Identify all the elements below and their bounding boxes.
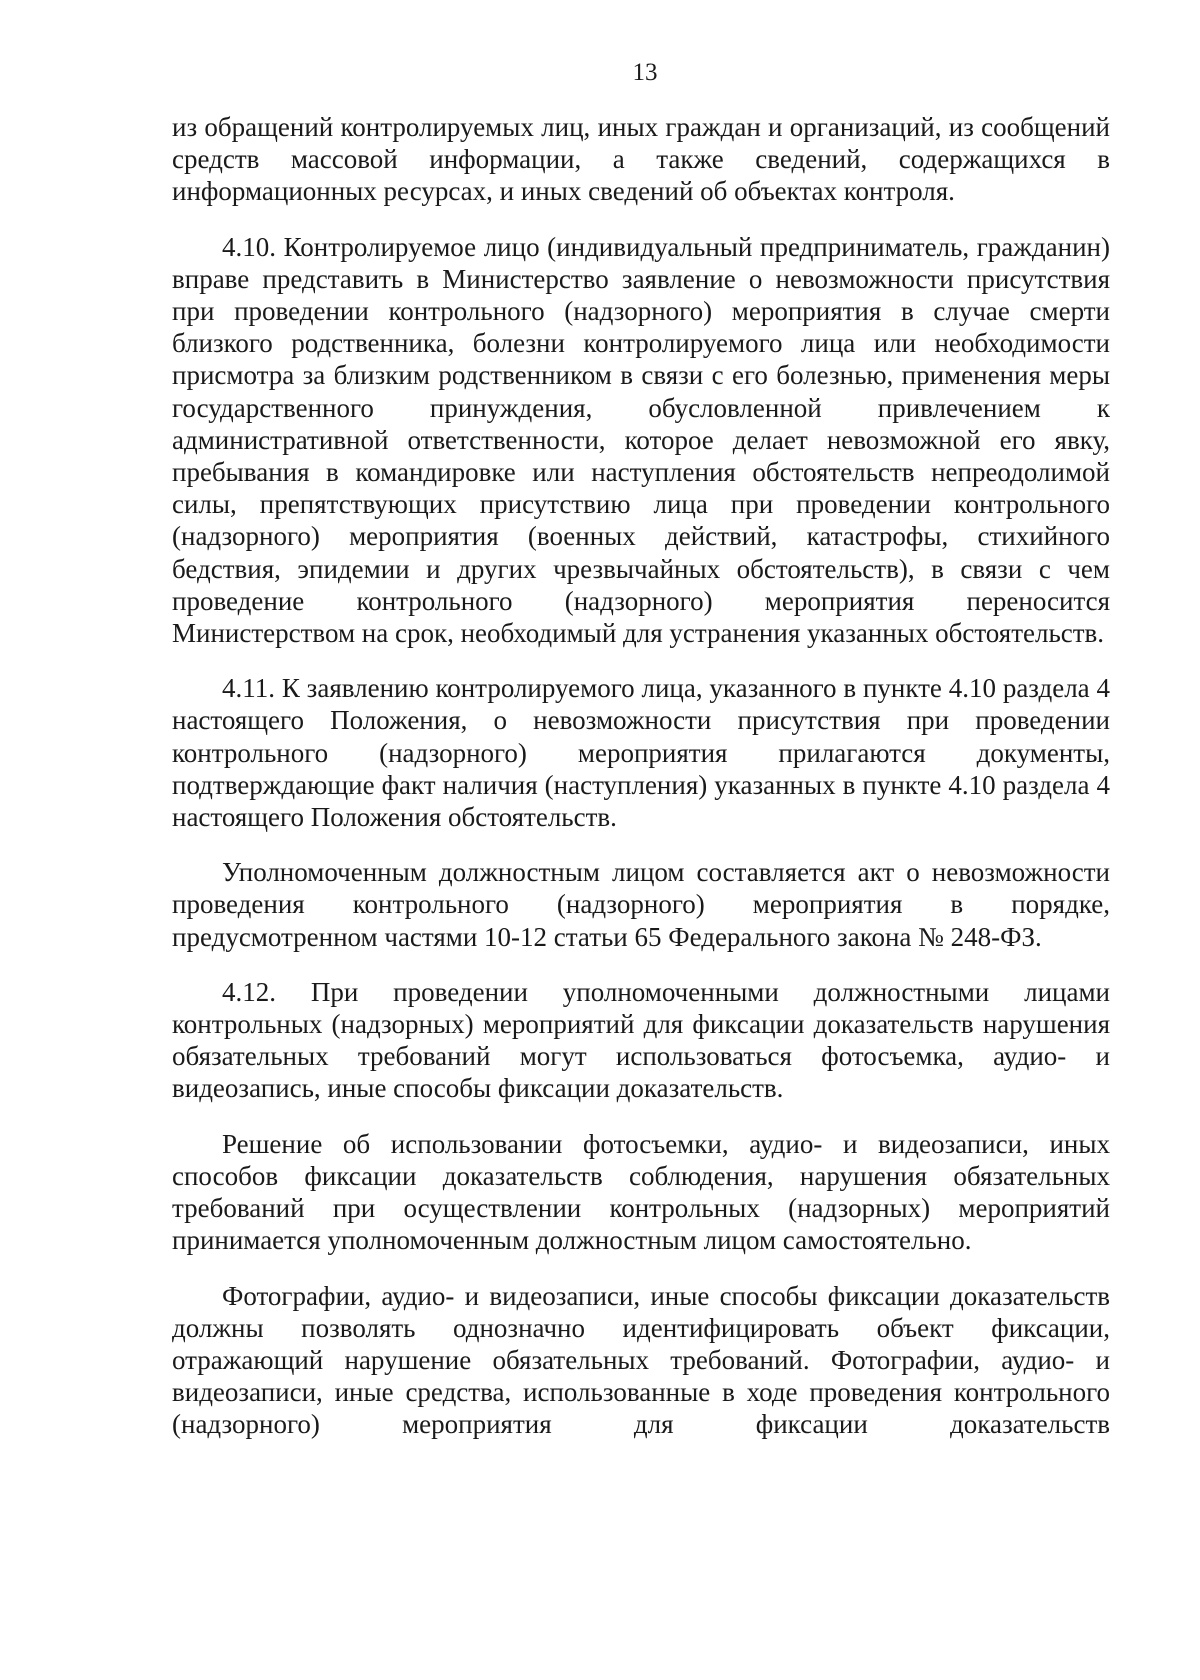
page-number: 13 <box>632 59 658 86</box>
paragraph-4-12: 4.12. При проведении уполномоченными должностными лицами контрольных (надзорных) мероприятий для фиксации доказательств нарушения обязательных требований могут использоваться фотосъемка, аудио- и видеозапись, иные способы фиксации доказательств. <box>172 976 1110 1104</box>
paragraph-4-10: 4.10. Контролируемое лицо (индивидуальный предприниматель, гражданин) вправе представить в Министерство заявление о невозможности присутствия при проведении контрольного (надзорного) мероприятия в случае смерти близкого родственника, болезни контролируемого лица или необходимости присмотра за близким родственником в связи с его болезнью, применения меры государственного принуждения, обусловленной привлечением к административной ответственности, которое делает невозможной его явку, пребывания в командировке или наступления обстоятельств непреодолимой силы, препятствующих присутствию лица при проведении контрольного (надзорного) мероприятия (военных действий, катастрофы, стихийного бедствия, эпидемии и других чрезвычайных обстоятельств), в связи с чем проведение контрольного (надзорного) мероприятия переносится Министерством на срок, необходимый для устранения указанных обстоятельств. <box>172 231 1110 649</box>
paragraph-act: Уполномоченным должностным лицом составляется акт о невозможности проведения контрольного (надзорного) мероприятия в порядке, предусмотренном частями 10-12 статьи 65 Федерального закона № 248-ФЗ. <box>172 857 1110 952</box>
paragraph-decision: Решение об использовании фотосъемки, аудио- и видеозаписи, иных способов фиксации доказательств соблюдения, нарушения обязательных требований при осуществлении контрольных (надзорных) мероприятий принимается уполномоченным должностным лицом самостоятельно. <box>172 1128 1110 1256</box>
paragraph-4-11: 4.11. К заявлению контролируемого лица, указанного в пункте 4.10 раздела 4 настоящего Положения, о невозможности присутствия при проведении контрольного (надзорного) мероприятия прилагаются документы, подтверждающие факт наличия (наступления) указанных в пункте 4.10 раздела 4 настоящего Положения обстоятельств. <box>172 673 1110 833</box>
document-body <box>172 111 1110 1441</box>
paragraph-photos: Фотографии, аудио- и видеозаписи, иные способы фиксации доказательств должны позволять однозначно идентифицировать объект фиксации, отражающий нарушение обязательных требований. Фотографии, аудио- и видеозаписи, иные средства, использованные в ходе проведения контрольного (надзорного) мероприятия для фиксации доказательств <box>172 1280 1110 1440</box>
paragraph-continuation: из обращений контролируемых лиц, иных граждан и организаций, из сообщений средств массовой информации, а также сведений, содержащихся в информационных ресурсах, и иных сведений об объектах контроля. <box>172 112 1110 207</box>
